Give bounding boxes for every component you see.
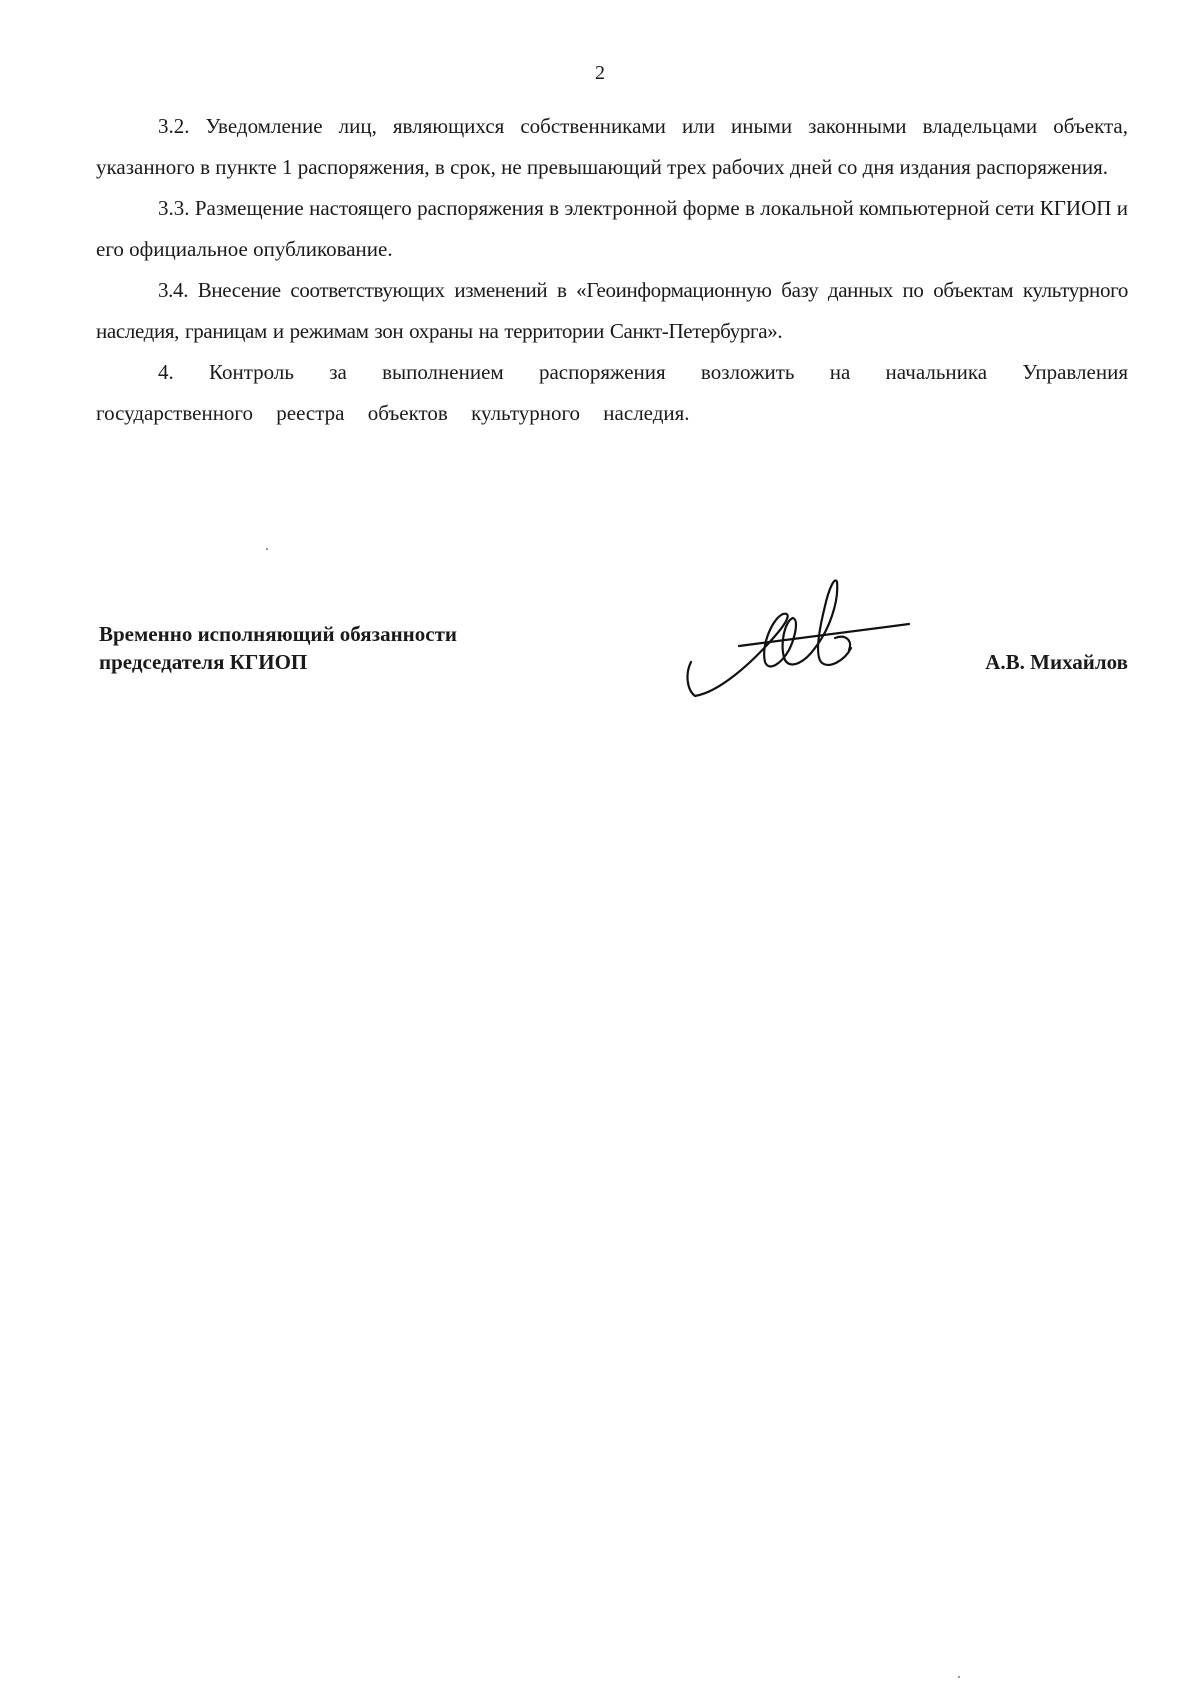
page-number: 2 xyxy=(595,62,605,84)
paragraph-3-4: 3.4. Внесение соответствующих изменений в «Геоинформационную базу данных по объектам культурного наследия, границам и режимам зон охраны на территории Санкт-Петербурга». xyxy=(96,278,1128,343)
signer-title-line2: председателя КГИОП xyxy=(99,650,308,674)
paragraph-3-3: 3.3. Размещение настоящего распоряжения в электронной форме в локальной компьютерной сети КГИОП и его официальное опубликование. xyxy=(96,196,1128,261)
paragraph-3-2: 3.2. Уведомление лиц, являющихся собственниками или иными законными владельцами объекта, указанного в пункте 1 распоряжения, в срок, не превышающий трех рабочих дней со дня издания распоряжения. xyxy=(96,114,1128,179)
scan-speck xyxy=(958,1676,960,1678)
signer-name: А.В. Михайлов xyxy=(985,650,1128,674)
paragraph-4: 4. Контроль за выполнением распоряжения возложить на начальника Управления государственного реестра объектов культурного наследия. xyxy=(96,360,1128,425)
document-body xyxy=(96,106,1128,434)
signer-title-line1: Временно исполняющий обязанности xyxy=(99,622,458,646)
signer-title xyxy=(99,620,457,676)
handwritten-signature xyxy=(679,566,919,706)
scan-speck xyxy=(266,548,268,550)
signature-block xyxy=(99,620,1128,730)
